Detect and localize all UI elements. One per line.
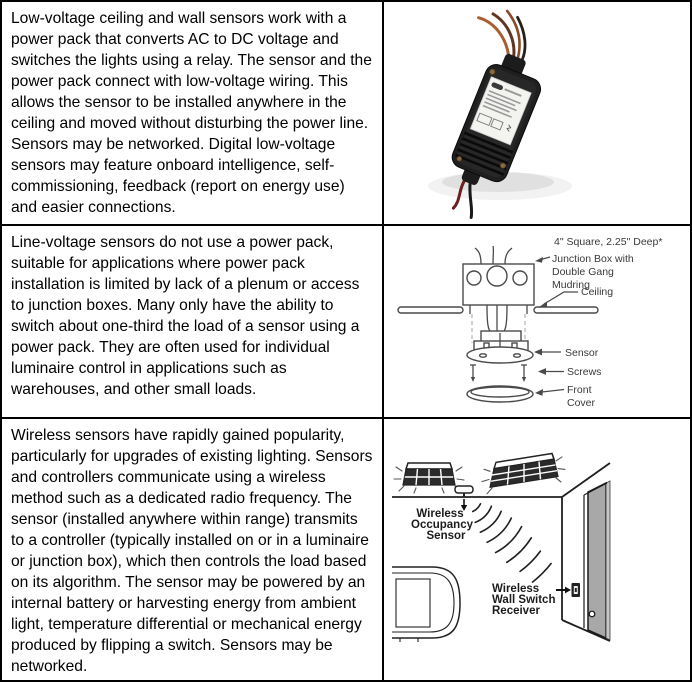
wireless-system-diagram [384,419,690,675]
occupancy-sensor-label [411,508,474,542]
text-cell-line-voltage [1,225,383,418]
sensor-wires [487,305,507,333]
ceiling-arrowhead [539,302,547,308]
junction-box-label-line2: Junction Box with [552,253,634,265]
text-cell-low-voltage [1,1,383,225]
knockout-center [487,266,507,286]
text-cell-wireless [1,418,383,681]
wall-switch-label-line3: Receiver [492,605,540,617]
ceiling-label-text: Ceiling [581,286,614,298]
junction-box-label-line4: Mudring [552,279,590,291]
figure-cell-wireless [383,418,691,681]
cabinet [392,567,460,642]
occupancy-label-line1: Wireless [416,508,464,520]
sensor-label-text: Sensor [565,347,599,359]
occupancy-label-line3: Sensor [426,530,466,542]
screws-arrowhead [538,368,546,375]
screws-label [538,366,601,378]
door-knob [589,611,595,617]
junction-box-label [535,236,662,291]
ceiling-leader [544,292,578,304]
wall-switch-label-line1: Wireless [492,583,540,595]
wall-switch-arrowhead [565,587,571,594]
ceiling-sensor-installation-diagram [384,226,690,416]
low-voltage-paragraph: Low-voltage ceiling and wall sensors work with a power pack that converts AC to DC voltage and switches the lights using a relay. The sensor and the power pack connect with low-voltage wiring. This allows the sensor to be installed anywhere in the ceiling and moved without disturbing the power line. Sensors may be networked. Digital low-voltage sensors may feature onboard intelligence, self-commissioning, feedback (report on energy use) and easier connections. [11,10,372,216]
front-cover [467,386,533,402]
front-cover-label-line1: Front [567,384,592,396]
front-cover-arrowhead [535,389,543,396]
mounting-screws [470,365,527,382]
power-pack-photo [384,2,690,222]
radio-waves [473,504,551,582]
wall-switch-label [492,583,571,617]
junction-box-label-line1: 4" Square, 2.25" Deep* [554,236,663,248]
junction-box-arrowhead [535,257,543,263]
line-voltage-paragraph: Line-voltage sensors do not use a power pack, suitable for applications where power pack installation is limited by lack of a plenum or access to junction boxes. Many only have the ability to switch about one-third the load of a sensor using a power pack. They are often used for individual luminaire control in applications such as warehouses, and other small loads. [11,234,360,398]
door-edge [606,481,610,640]
ceiling [398,305,598,314]
input-wires [468,2,537,65]
sensor-label [534,347,599,359]
knockout-left [467,271,481,285]
figure-cell-installation [383,225,691,418]
row-low-voltage [1,1,691,225]
sensor [467,331,533,363]
light-fixture-left [394,463,464,493]
knockout-right [513,271,527,285]
door [584,481,610,640]
wireless-paragraph: Wireless sensors have rapidly gained popularity, particularly for upgrades of existing lighting. Sensors and controllers communicate using a wireless method such as a dedicated radio frequency. The sensor (installed anywhere within range) transmits to a controller (typically installed on or in a luminaire or junction box), which then controls the load based on its algorithm. The sensor may be powered by an internal battery or harvesting energy from ambient light, temperature differential or mechanical energy produced by flipping a switch. Sensors may be networked. [11,427,373,675]
occupancy-label-line2: Occupancy [411,519,473,531]
junction-box-wires [475,246,512,264]
sensor-arrowhead [534,349,542,356]
junction-box-label-line3: Double Gang [552,266,614,278]
fixture-housing [406,463,452,469]
light-fixture-right [482,451,565,494]
front-cover-leader [542,390,564,393]
junction-box [463,264,534,305]
wall-switch-receiver [572,583,581,597]
front-cover-label-line2: Cover [567,397,596,409]
front-cover-label [535,384,596,409]
figure-cell-power-pack [383,1,691,225]
wall-switch-label-line2: Wall Switch [492,594,556,606]
screws-label-text: Screws [567,366,602,378]
row-wireless [1,418,691,681]
row-line-voltage [1,225,691,418]
